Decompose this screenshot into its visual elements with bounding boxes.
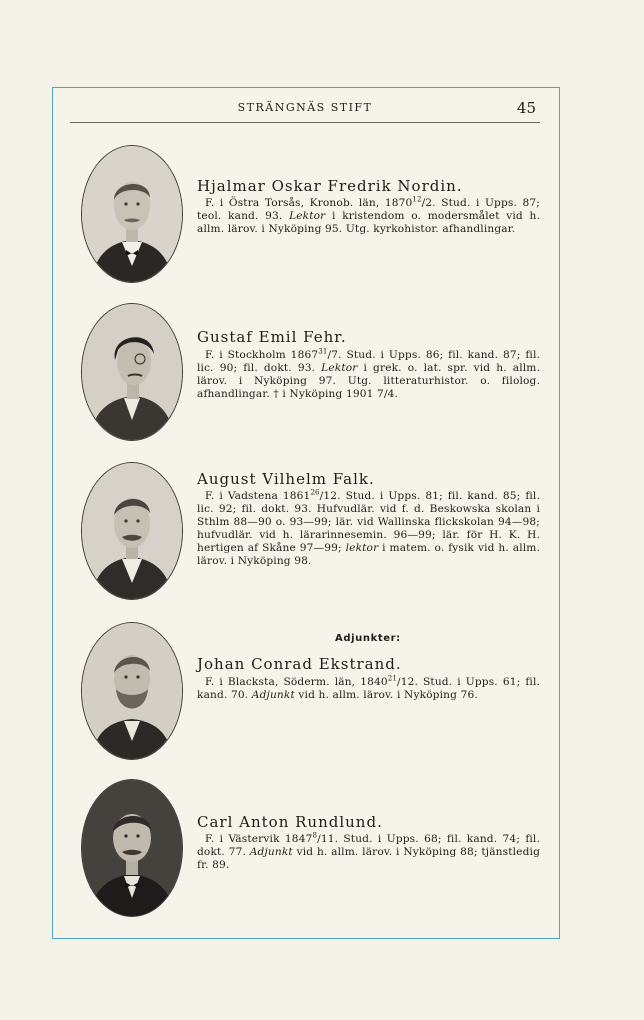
portrait-photo [81, 622, 183, 760]
biography-text: F. i Västervik 1847$^8$/11. Stud. i Upps. 68; fil. kand. 74; fil. dokt. 77. Adjunkt vid h. allm. lärov. i Nyköping 88; tjänstledig fr. 89. [197, 831, 540, 871]
biography-text: F. i Östra Torsås, Kronob. län, 1870$^{12}$/2. Stud. i Upps. 87; teol. kand. 93. Lektor i kristendom o. modersmålet vid h. allm. lärov. i Nyköping 95. Utg. kyrkohistor. afhandlingar. [197, 195, 540, 235]
running-title: STRÄNGNÄS STIFT [237, 101, 373, 114]
portrait-photo [81, 779, 183, 917]
person-name: Carl Anton Rundlund. [197, 813, 383, 831]
person-name: Gustaf Emil Fehr. [197, 328, 347, 346]
portrait-photo [81, 303, 183, 441]
person-name: August Vilhelm Falk. [197, 470, 375, 488]
biography-text: F. i Vadstena 1861$^{26}$/12. Stud. i Upps. 81; fil. kand. 85; fil. lic. 92; fil. dokt. 93. Hufvudlär. vid f. d. Beskowska skolan i Sthlm 88—90 o. 93—99; lär. vid Wallinska flickskolan 94—98; hufvudlär. vid h. lärarinnesemin. 96—99; lär. för H. K. H. hertigen af Skåne 97—99; lektor i matem. o. fysik vid h. allm. lärov. i Nyköping 98. [197, 488, 540, 567]
portrait-photo [81, 145, 183, 283]
page-number: 45 [516, 99, 536, 117]
person-name: Johan Conrad Ekstrand. [197, 655, 402, 673]
running-head [70, 100, 540, 123]
person-name: Hjalmar Oskar Fredrik Nordin. [197, 177, 463, 195]
section-heading: Adjunkter: [335, 633, 401, 644]
biography-text: F. i Stockholm 1867$^{31}$/7. Stud. i Upps. 86; fil. kand. 87; fil. lic. 90; fil. dokt. 93. Lektor i grek. o. lat. spr. vid h. allm. lärov. i Nyköping 97. Utg. litteraturhistor. o. filolog. afhandlingar. † i Nyköping 1901 7/4. [197, 347, 540, 400]
portrait-photo [81, 462, 183, 600]
biography-text: F. i Blacksta, Söderm. län, 1840$^{21}$/12. Stud. i Upps. 61; fil. kand. 70. Adjunkt vid h. allm. lärov. i Nyköping 76. [197, 674, 540, 701]
